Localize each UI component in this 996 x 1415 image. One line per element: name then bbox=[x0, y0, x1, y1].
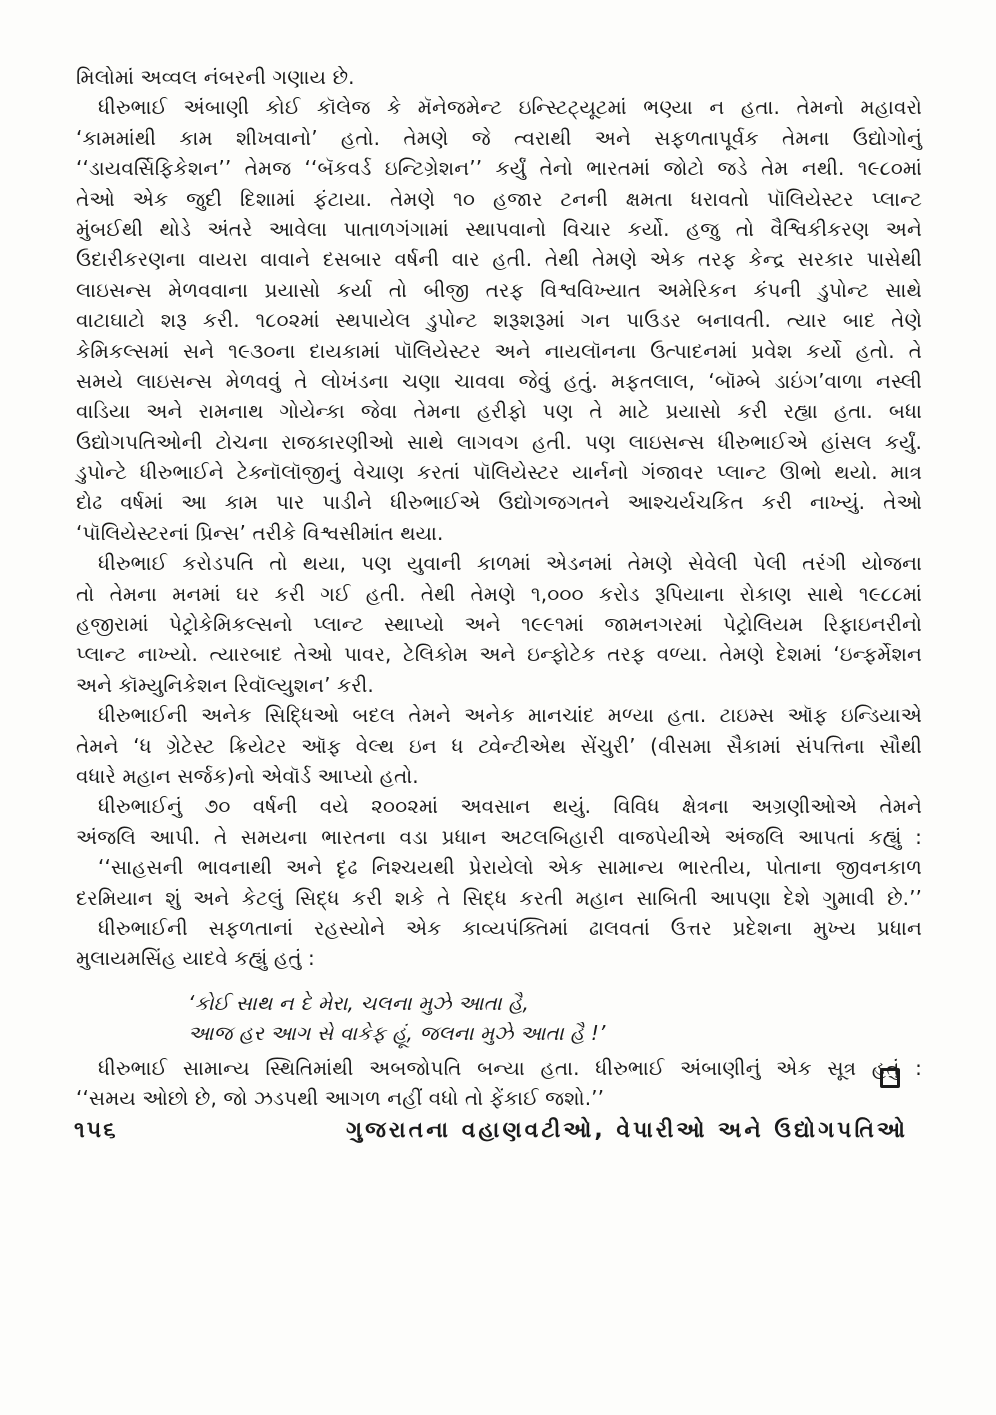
text-line: ‘કામમાંથી કામ શીખવાનો’ હતો. તેમણે જે ત્વરાથી અને સફળતાપૂર્વક તેમના ઉદ્યોગોનું bbox=[76, 125, 922, 150]
text-line: હજીરામાં પેટ્રોકેમિકલ્સનો પ્લાન્ટ સ્થાપ્યો અને ૧૯૯૧માં જામનગરમાં પેટ્રોલિયમ રિફાઇનરીનો bbox=[76, 612, 922, 637]
text-line: મુલાયમસિંહ યાદવે કહ્યું હતું : bbox=[76, 946, 315, 971]
text-line: મિલોમાં અવ્વલ નંબરની ગણાય છે. bbox=[76, 65, 355, 89]
page-number: ૧૫૬ bbox=[74, 1118, 118, 1143]
text-line: અને કૉમ્યુનિકેશન રિવૉલ્યુશન’ કરી. bbox=[76, 672, 374, 697]
text-line: ‘પૉલિયેસ્ટરનાં પ્રિન્સ’ તરીકે વિશ્વસીમાંત થયા. bbox=[76, 520, 444, 545]
text-line: લાઇસન્સ મેળવવાના પ્રયાસો કર્યા તો બીજી તરફ વિશ્વવિખ્યાત અમેરિકન કંપની ડુપોન્ટ સાથે bbox=[76, 277, 922, 302]
quote-line: ‘‘સમય ઓછો છે, જો ઝડપથી આગળ નહીં વધો તો ફેંકાઈ જશો.’’ bbox=[76, 1085, 605, 1110]
paragraph-start-line: ધીરુભાઈની સફળતાનાં રહસ્યોને એક કાવ્યપંક્તિમાં ઢાલવતાં ઉત્તર પ્રદેશના મુખ્ય પ્રધાન bbox=[98, 915, 922, 940]
text-line: વાટાઘાટો શરૂ કરી. ૧૮૦૨માં સ્થપાયેલ ડુપોન્ટ શરૂશરૂમાં ગન પાઉડર બનાવતી. ત્યાર બાદ તેણે bbox=[76, 308, 922, 333]
paragraph-start-line: ધીરુભાઈનું ૭૦ વર્ષની વયે ૨૦૦૨માં અવસાન થયું. વિવિધ ક્ષેત્રના અગ્રણીઓએ તેમને bbox=[98, 794, 922, 819]
text-line: ઉદ્યોગપતિઓની ટોચના રાજકારણીઓ સાથે લાગવગ હતી. પણ લાઇસન્સ ધીરુભાઈએ હાંસલ કર્યું. bbox=[76, 429, 922, 454]
text-line: અંજલિ આપી. તે સમયના ભારતના વડા પ્રધાન અટલબિહારી વાજપેયીએ અંજલિ આપતાં કહ્યું : bbox=[76, 824, 922, 849]
paragraph-start-line: ધીરુભાઈ કરોડપતિ તો થયા, પણ યુવાની કાળમાં એડનમાં તેમણે સેવેલી પેલી તરંગી યોજના bbox=[98, 551, 922, 576]
text-line: સમયે લાઇસન્સ મેળવવું તે લોખંડના ચણા ચાવવા જેવું હતું. મફતલાલ, ‘બૉમ્બે ડાઇંગ’વાળા નસ્લી bbox=[76, 368, 922, 393]
body-text bbox=[76, 62, 922, 1113]
text-line: મુંબઈથી થોડે અંતરે આવેલા પાતાળગંગામાં સ્થાપવાનો વિચાર કર્યો. હજુ તો વૈશ્વિકીકરણ અને bbox=[76, 216, 922, 241]
poem-line: આજ હર આગ સે વાકેફ હૂં, જલના મુઝે આતા હૈ !’ bbox=[188, 1021, 606, 1046]
quote-line: ‘‘સાહસની ભાવનાથી અને દૃઢ નિશ્ચયથી પ્રેરાયેલો એક સામાન્ય ભારતીય, પોતાના જીવનકાળ bbox=[98, 855, 922, 880]
poem-line: ‘કોઈ સાથ ન દે મેરા, ચલના મુઝે આતા હૈ, bbox=[188, 990, 530, 1015]
paragraph-start-line: ધીરુભાઈની અનેક સિદ્ધિઓ બદલ તેમને અનેક માનચાંદ મળ્યા હતા. ટાઇમ્સ ઑફ ઇન્ડિયાએ bbox=[98, 703, 922, 728]
paragraph-start-line: ધીરુભાઈ સામાન્ય સ્થિતિમાંથી અબજોપતિ બન્યા હતા. ધીરુભાઈ અંબાણીનું એક સૂત્ર હતું : bbox=[98, 1055, 923, 1080]
text-line: વધારે મહાન સર્જક)નો એવૉર્ડ આપ્યો હતો. bbox=[76, 763, 419, 788]
text-line: કેમિકલ્સમાં સને ૧૯૩૦ના દાયકામાં પૉલિયેસ્ટર અને નાયલૉનના ઉત્પાદનમાં પ્રવેશ કર્યો હતો. તે bbox=[76, 338, 922, 363]
book-title: ગુજરાતના વહાણવટીઓ, વેપારીઓ અને ઉદ્યોગપતિઓ bbox=[346, 1118, 908, 1143]
page-footer bbox=[0, 1118, 996, 1158]
poem-spacer bbox=[76, 974, 922, 988]
text-line: તેમને ‘ધ ગ્રેટેસ્ટ ક્રિયેટર ઑફ વેલ્થ ઇન ધ ટ્વેન્ટીએથ સેંચુરી’ (વીસમા સૈકામાં સંપત્તિના સૌથી bbox=[76, 733, 922, 758]
paragraph-start-line: ધીરુભાઈ અંબાણી કોઈ કૉલેજ કે મૅનેજમેન્ટ ઇન્સ્ટિટ્યૂટમાં ભણ્યા ન હતા. તેમનો મહાવરો bbox=[98, 95, 922, 120]
text-line: દોઢ વર્ષમાં આ કામ પાર પાડીને ધીરુભાઈએ ઉદ્યોગજગતને આશ્ચર્યચકિત કરી નાખ્યું. તેઓ bbox=[76, 490, 922, 515]
text-line: તેઓ એક જુદી દિશામાં ફંટાયા. તેમણે ૧૦ હજાર ટનની ક્ષમતા ધરાવતો પૉલિયેસ્ટર પ્લાન્ટ bbox=[76, 186, 922, 211]
text-line: પ્લાન્ટ નાખ્યો. ત્યારબાદ તેઓ પાવર, ટેલિકોમ અને ઇન્ફોટેક તરફ વળ્યા. તેમણે દેશમાં ‘ઇન્ફર્મેશન bbox=[76, 642, 922, 667]
text-line: ડુપોન્ટે ધીરુભાઈને ટેક્નૉલૉજીનું વેચાણ કરતાં પૉલિયેસ્ટર યાર્નનો ગંજાવર પ્લાન્ટ ઊભો થયો. માત્ર bbox=[76, 460, 922, 485]
text-line: તો તેમના મનમાં ઘર કરી ગઈ હતી. તેથી તેમણે ૧,૦૦૦ કરોડ રૂપિયાના રોકાણ સાથે ૧૯૮૮માં bbox=[76, 581, 922, 606]
text-line: વાડિયા અને રામનાથ ગોયેન્કા જેવા તેમના હરીફો પણ તે માટે પ્રયાસો કરી રહ્યા હતા. બધા bbox=[76, 399, 922, 424]
text-line: ઉદારીકરણના વાયરા વાવાને દસબાર વર્ષની વાર હતી. તેથી તેમણે એક તરફ કેન્દ્ર સરકાર પાસેથી bbox=[76, 247, 922, 272]
end-square-icon bbox=[880, 1068, 900, 1088]
quote-line: દરમિયાન શું અને કેટલું સિદ્ધ કરી શકે તે સિદ્ધ કરતી મહાન સાબિતી આપણા દેશે ગુમાવી છે.’’ bbox=[76, 885, 922, 910]
text-line: ‘‘ડાયવર્સિફિકેશન’’ તેમજ ‘‘બૅકવર્ડ ઇન્ટિગ્રેશન’’ કર્યું તેનો ભારતમાં જોટો જડે તેમ નથી. ૧૯૮૦માં bbox=[76, 156, 922, 181]
